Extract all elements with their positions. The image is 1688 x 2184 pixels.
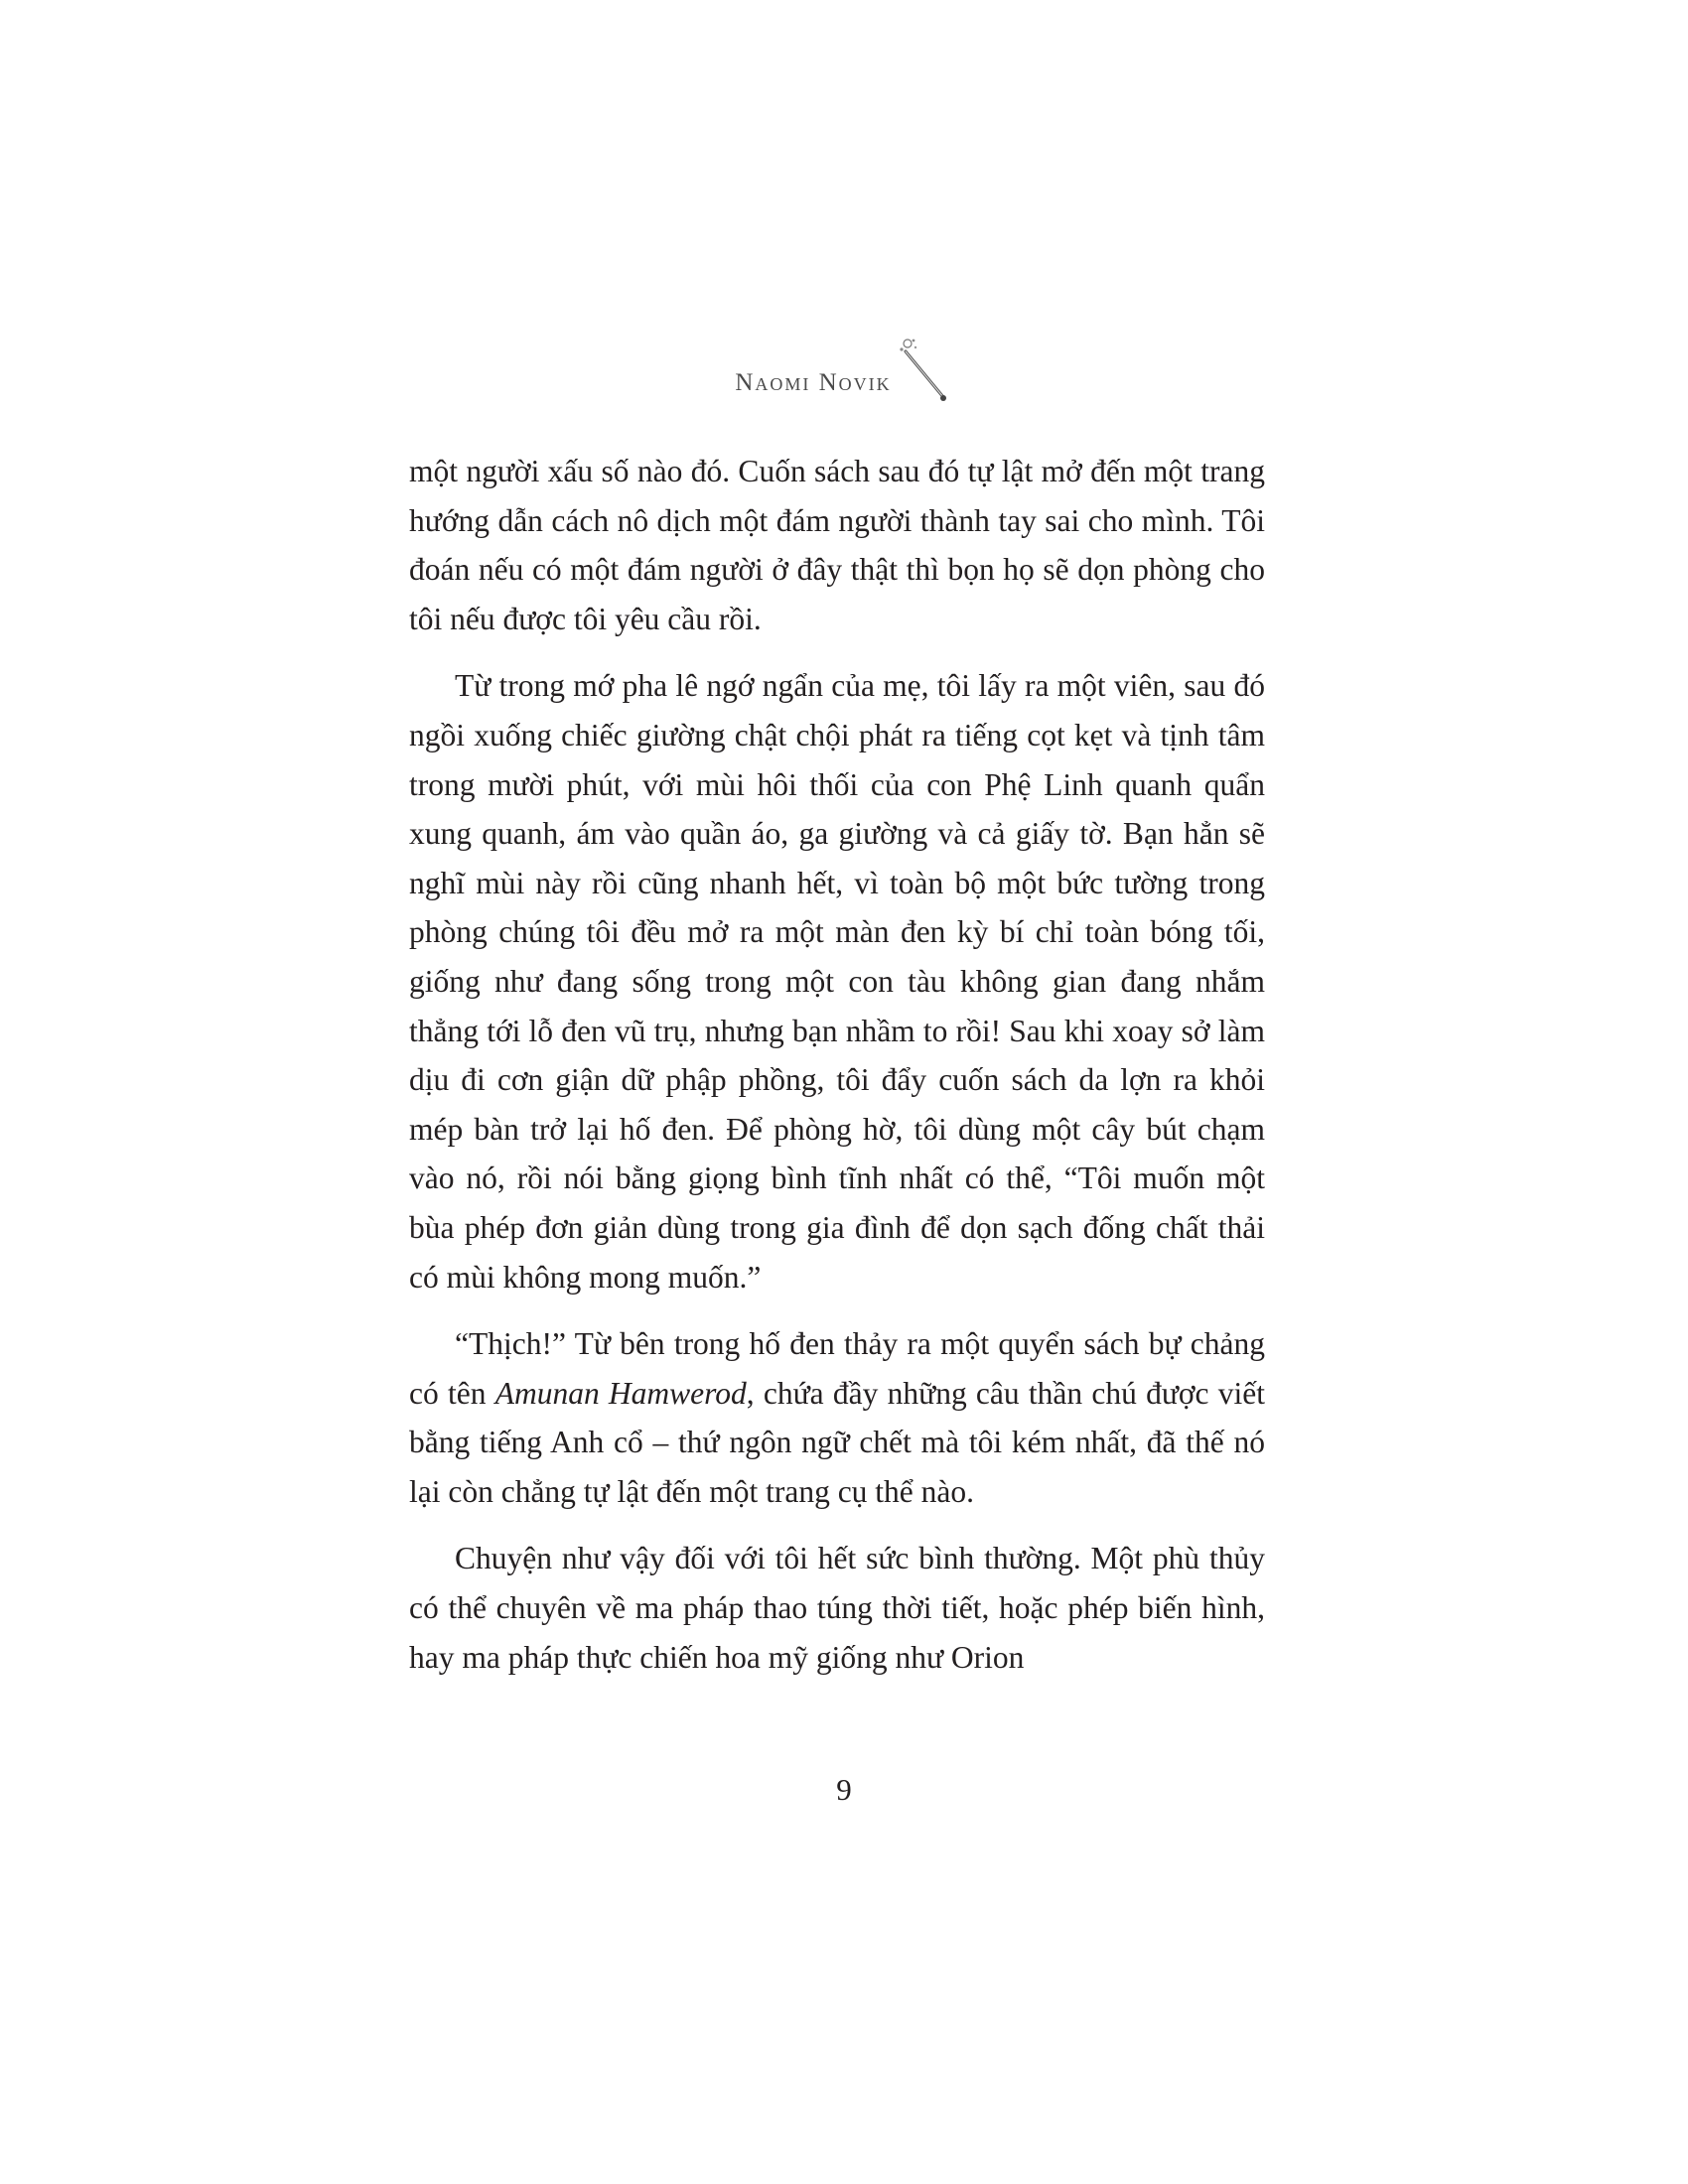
paragraph-2: Từ trong mớ pha lê ngớ ngẩn của mẹ, tôi lấy ra một viên, sau đó ngồi xuống chiếc giường chật chội phát ra tiếng cọt kẹt và tịnh tâm trong mười phút, với mùi hôi thối của con Phệ Linh quanh quẩn xung quanh, ám vào quần áo, ga giường và cả giấy tờ. Bạn hẳn sẽ nghĩ mùi này rồi cũng nhanh hết, vì toàn bộ một bức tường trong phòng chúng tôi đều mở ra một màn đen kỳ bí chỉ toàn bóng tối, giống như đang sống trong một con tàu không gian đang nhắm thẳng tới lỗ đen vũ trụ, nhưng bạn nhầm to rồi! Sau khi xoay sở làm dịu đi cơn giận dữ phập phồng, tôi đẩy cuốn sách da lợn ra khỏi mép bàn trở lại hố đen. Để phòng hờ, tôi dùng một cây bút chạm vào nó, rồi nói bằng giọng bình tĩnh nhất có thể, “Tôi muốn một bùa phép đơn giản dùng trong gia đình để dọn sạch đống chất thải có mùi không mong muốn.” — [409, 668, 1265, 1295]
running-title: Naomi Novik — [735, 369, 892, 396]
paragraph-3 — [409, 1319, 1265, 1516]
paragraph-1: một người xấu số nào đó. Cuốn sách sau đó tự lật mở đến một trang hướng dẫn cách nô dịch một đám người thành tay sai cho mình. Tôi đoán nếu có một đám người ở đây thật thì bọn họ sẽ dọn phòng cho tôi nếu được tôi yêu cầu rồi. — [409, 454, 1265, 636]
running-header — [0, 338, 1688, 407]
paragraph-3-start: “Thịch!” Từ bên trong hố đen thảy ra một quyển sách bự chảng có tên — [409, 1326, 1265, 1411]
book-title: Amunan Hamwerod — [494, 1375, 747, 1411]
wand-icon — [898, 338, 953, 407]
paragraph-4: Chuyện như vậy đối với tôi hết sức bình thường. Một phù thủy có thể chuyên về ma pháp thao túng thời tiết, hoặc phép biến hình, hay ma pháp thực chiến hoa mỹ giống như Orion — [409, 1541, 1265, 1675]
paragraph-3-end: , chứa đầy những câu thần chú được viết bằng tiếng Anh cổ – thứ ngôn ngữ chết mà tôi kém nhất, đã thế nó lại còn chẳng tự lật đến một trang cụ thể nào. — [409, 1375, 1265, 1509]
body-text — [409, 447, 1265, 1700]
page-number: 9 — [836, 1772, 852, 1807]
